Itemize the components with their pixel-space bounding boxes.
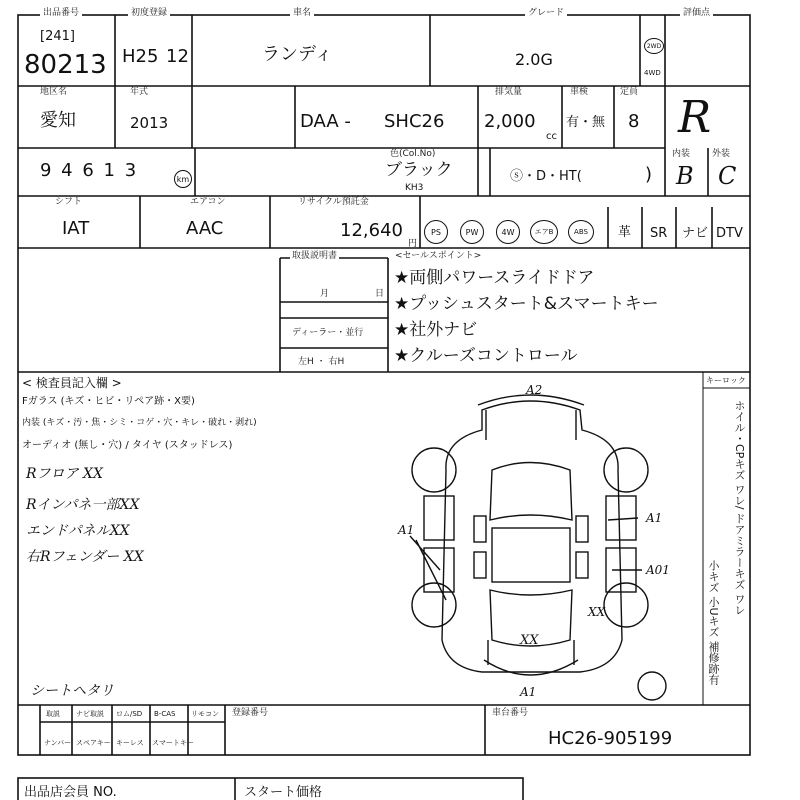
door-type: ⓢ・D・HT(: [510, 169, 582, 184]
sale-point-4: ★クルーズコントロール: [394, 346, 578, 366]
color: ブラック: [385, 160, 453, 180]
damage-mark-right-front: A1: [646, 511, 663, 525]
lot-number: 80213: [24, 50, 107, 80]
year-header-label: 初度登録: [128, 9, 170, 18]
chassis-label: 車台番号: [492, 708, 529, 718]
car-name: ランディ: [262, 44, 333, 65]
ac: AAC: [186, 218, 224, 239]
key-lock-label: キーロック: [706, 376, 746, 385]
mileage: 9 4 6 1 3: [40, 160, 139, 181]
damage-mark-front: A2: [526, 383, 543, 397]
history-dealer: ディーラー・並行: [292, 328, 364, 338]
start-price-label: スタート価格: [244, 785, 323, 800]
area: 愛知: [40, 110, 76, 131]
equip-pw: PW: [460, 220, 484, 244]
displacement-label: 排気量: [495, 87, 523, 97]
side-note-1: ホイル・CPキズ ワレ/ ドアミラーキズ ワレ: [733, 400, 746, 616]
inspector-audio: オーディオ (無し・穴) / タイヤ (スタッドレス): [22, 440, 233, 451]
sale-point-1: ★両側パワースライドドア: [394, 268, 595, 288]
rating-header-label: 評価点: [680, 9, 713, 18]
displacement: 2,000: [484, 111, 536, 132]
lot-header-label: 出品番号: [40, 9, 82, 18]
car-header-label: 車名: [290, 9, 314, 18]
equip-4w: 4W: [496, 220, 520, 244]
option-4: B-CAS: [154, 710, 176, 718]
equip-ps: PS: [424, 220, 448, 244]
ac-label: エアコン: [190, 197, 226, 207]
drive-4wd: 4WD: [644, 69, 661, 77]
option-5: リモコン: [191, 710, 219, 718]
history-handle: 左H ・ 右H: [298, 357, 345, 367]
equip-leather: 革: [618, 225, 632, 240]
option-1: 取説: [46, 710, 60, 718]
note-4: 右Rフェンダー XX: [26, 549, 144, 565]
seats-label: 定員: [620, 87, 639, 97]
interior-grade: B: [676, 162, 694, 190]
model-year-label: 年式: [130, 87, 149, 97]
door-type-close: ): [645, 164, 653, 185]
member-number-label: 出品店会員 NO.: [24, 785, 117, 800]
recycle-unit: 円: [408, 239, 418, 249]
exterior-label: 外装: [712, 149, 731, 159]
inspector-title: < 検査員記入欄 >: [22, 376, 122, 390]
option-8: キーレス: [116, 739, 144, 747]
interior-label: 内装: [672, 149, 691, 159]
option-3: ロム/SD: [116, 710, 143, 718]
note-3: エンドパネルXX: [26, 523, 130, 539]
history-day: 日: [375, 289, 385, 299]
shift: IAT: [62, 218, 90, 239]
exterior-grade: C: [718, 162, 737, 190]
option-6: ナンバー: [44, 739, 72, 747]
sale-point-3: ★社外ナビ: [394, 320, 478, 340]
seats: 8: [628, 111, 640, 132]
note-1: Rフロア XX: [26, 466, 103, 482]
area-label: 地区名: [40, 87, 68, 97]
history-label: 取扱説明書: [292, 251, 338, 261]
chassis-number: HC26-905199: [548, 728, 673, 749]
sale-points-label: <セールスポイント>: [395, 251, 482, 261]
damage-mark-rear: A1: [520, 685, 537, 699]
mileage-unit: km: [174, 170, 192, 188]
note-2: Rインパネ一部XX: [26, 497, 140, 513]
rating-value: R: [678, 92, 712, 143]
damage-mark-left: A1: [398, 523, 415, 537]
grade-header-label: グレード: [525, 9, 567, 18]
note-5: シートヘタリ: [30, 683, 114, 699]
recycle-label: リサイクル預託金: [298, 197, 369, 207]
damage-mark-right-rear: A01: [646, 563, 670, 577]
history-month: 月: [320, 289, 330, 299]
inspection-label: 車検: [570, 87, 589, 97]
displacement-unit: cc: [546, 131, 557, 142]
side-note-2: 小キズ 小Uキズ 補修跡有: [707, 560, 720, 686]
equip-dtv: DTV: [716, 226, 743, 241]
registration-month: 12: [166, 46, 189, 67]
recycle-fee: 12,640: [340, 220, 403, 241]
equip-abs: ABS: [568, 220, 594, 244]
shift-label: シフト: [55, 197, 83, 207]
inspector-f-glass: Fガラス (キズ・ヒビ・リペア跡・X要): [22, 396, 195, 407]
inspector-interior: 内装 (キズ・汚・焦・シミ・コゲ・穴・キレ・破れ・剥れ): [22, 418, 257, 428]
damage-mark-rear-panel: XX: [520, 633, 539, 648]
registration-era-year: H25: [122, 46, 159, 67]
equip-sr: SR: [650, 226, 668, 241]
option-7: スペアキー: [76, 739, 111, 747]
model-code: SHC26: [384, 111, 445, 132]
sale-point-2: ★プッシュスタート&スマートキー: [394, 294, 659, 314]
model-prefix: DAA -: [300, 111, 351, 132]
option-2: ナビ取説: [76, 710, 104, 718]
model-year: 2013: [130, 114, 169, 132]
option-9: スマートキー: [152, 739, 194, 747]
registration-label: 登録番号: [232, 708, 269, 718]
equip-airbag: エアB: [530, 220, 558, 244]
damage-mark-rear-right: XX: [588, 605, 606, 619]
equip-navi: ナビ: [682, 226, 709, 241]
grade: 2.0G: [515, 50, 553, 69]
lot-prefix: [241]: [40, 29, 75, 44]
drive-2wd: 2WD: [644, 38, 664, 54]
color-label: 色(Col.No): [390, 149, 436, 159]
inspection: 有・無: [566, 115, 606, 130]
color-code: KH3: [405, 183, 424, 193]
